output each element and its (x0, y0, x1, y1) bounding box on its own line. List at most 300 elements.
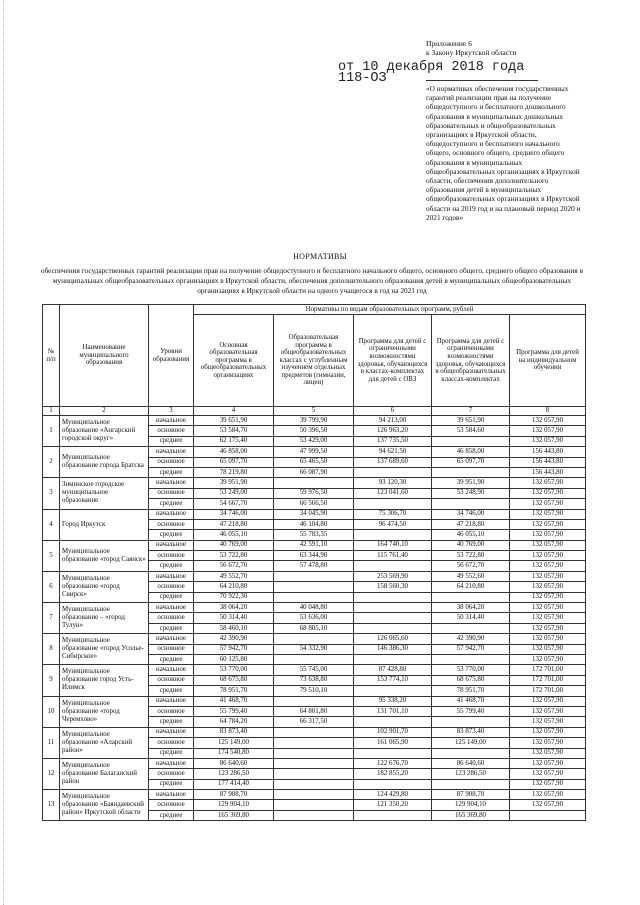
norm-value (354, 748, 432, 758)
norm-value: 64 210,80 (432, 582, 510, 592)
table-row (43, 571, 586, 581)
column-index: 6 (354, 407, 432, 416)
header-program-5: Программа для детей на индивидуальном обучении (510, 315, 586, 407)
municipality-name: Муниципальное образование «Баяндаевский район» Иркутской области (60, 790, 149, 821)
norm-value: 146 386,30 (354, 644, 432, 654)
norm-value (274, 790, 354, 800)
norm-value: 39 799,90 (274, 416, 354, 426)
norm-value: 132 057,90 (510, 478, 586, 488)
header-program-3: Программа для детей с ограниченными возможностями здоровья, обучающихся в классах-комплектах для детей с ОВЗ (354, 315, 432, 407)
norm-value (274, 634, 354, 644)
norm-value: 78 219,80 (194, 467, 274, 477)
norm-value (274, 571, 354, 581)
norm-value: 123 286,50 (432, 769, 510, 779)
row-number: 4 (43, 509, 60, 540)
stamp-number: 118-ОЗ (338, 71, 387, 86)
row-number: 5 (43, 540, 60, 571)
norm-value: 132 057,90 (510, 634, 586, 644)
norm-value (274, 810, 354, 820)
education-level: среднее (149, 561, 194, 571)
education-level: среднее (149, 436, 194, 446)
norm-value: 65 097,70 (194, 457, 274, 467)
norm-value: 132 057,90 (510, 530, 586, 540)
stamp-date: от 10 декабря 2018 года (338, 60, 525, 75)
page-subtitle: обеспечения государственных гарантий реализации прав на получение общедоступного и бесплатного начального общего, основного общего, среднего общего образования в муниципальных общеобразовательных организациях в Иркутской области, обеспечения дополнительного образования детей в муниципальных общеобразовательных организациях в Иркутской области на одного учащегося в год на 2021 год (40, 266, 584, 295)
norm-value: 47 218,80 (194, 519, 274, 529)
norm-value: 132 057,90 (510, 727, 586, 737)
norm-value: 42 390,90 (432, 634, 510, 644)
education-level: начальное (149, 665, 194, 675)
norm-value (354, 686, 432, 696)
norm-value: 132 057,90 (510, 551, 586, 561)
norm-value: 132 057,90 (510, 613, 586, 623)
norm-value: 95 338,20 (354, 696, 432, 706)
norm-value: 34 746,00 (432, 509, 510, 519)
norm-value: 132 057,90 (510, 758, 586, 768)
norm-value: 132 057,90 (510, 706, 586, 716)
norm-value: 124 429,80 (354, 790, 432, 800)
norm-value: 172 701,00 (510, 686, 586, 696)
table-row (43, 540, 586, 550)
norm-value: 132 057,90 (510, 800, 586, 810)
norm-value: 68 675,80 (432, 675, 510, 685)
norm-value (274, 727, 354, 737)
municipality-name: Муниципальное образование «город Свирск» (60, 571, 149, 602)
table-row (43, 416, 586, 426)
norm-value: 64 784,20 (194, 717, 274, 727)
norm-value (274, 748, 354, 758)
row-number: 3 (43, 478, 60, 509)
norm-value: 132 057,90 (510, 603, 586, 613)
norm-value: 132 057,90 (510, 769, 586, 779)
norm-value: 137 689,60 (354, 457, 432, 467)
norm-value: 46 858,00 (432, 447, 510, 457)
row-number: 7 (43, 603, 60, 634)
norm-value: 172 701,00 (510, 675, 586, 685)
scan-edge (3, 0, 4, 905)
norm-value (354, 467, 432, 477)
norm-value: 153 774,10 (354, 675, 432, 685)
norm-value: 73 638,80 (274, 675, 354, 685)
education-level: начальное (149, 447, 194, 457)
education-level: основное (149, 706, 194, 716)
norm-value: 132 057,90 (510, 426, 586, 436)
norm-value: 55 783,35 (274, 530, 354, 540)
column-index: 2 (60, 407, 149, 416)
norm-value: 132 057,90 (510, 499, 586, 509)
norm-value: 132 057,90 (510, 790, 586, 800)
norm-value (274, 696, 354, 706)
norm-value: 132 057,90 (510, 592, 586, 602)
table-row (43, 790, 586, 800)
table-row (43, 758, 586, 768)
education-level: основное (149, 582, 194, 592)
appendix-line: к Закону Иркутской области (426, 48, 517, 57)
education-level: среднее (149, 467, 194, 477)
norm-value: 46 055,10 (194, 530, 274, 540)
norm-value (354, 499, 432, 509)
education-level: основное (149, 800, 194, 810)
norm-value: 49 552,60 (432, 571, 510, 581)
norm-value (354, 561, 432, 571)
norm-value: 58 460,10 (194, 623, 274, 633)
education-level: начальное (149, 571, 194, 581)
norm-value: 53 636,00 (274, 613, 354, 623)
norm-value: 132 057,90 (510, 436, 586, 446)
education-level: начальное (149, 758, 194, 768)
norm-value (274, 758, 354, 768)
norm-value: 55 745,00 (274, 665, 354, 675)
norm-value: 132 057,90 (510, 748, 586, 758)
norm-value: 156 443,80 (510, 447, 586, 457)
row-number: 9 (43, 665, 60, 696)
norm-value: 132 057,90 (510, 717, 586, 727)
norm-value: 182 855,20 (354, 769, 432, 779)
norm-value: 87 908,70 (194, 790, 274, 800)
norm-value: 50 314,40 (194, 613, 274, 623)
norm-value (354, 779, 432, 789)
education-level: основное (149, 769, 194, 779)
education-level: среднее (149, 810, 194, 820)
norm-value: 59 976,50 (274, 488, 354, 498)
norm-value: 129 904,10 (432, 800, 510, 810)
education-level: начальное (149, 790, 194, 800)
education-level: основное (149, 457, 194, 467)
norm-value: 50 396,50 (274, 426, 354, 436)
education-level: среднее (149, 530, 194, 540)
norm-value: 132 057,90 (510, 519, 586, 529)
norm-value: 132 057,90 (510, 644, 586, 654)
norm-value: 54 332,90 (274, 644, 354, 654)
education-level: среднее (149, 686, 194, 696)
table-row (43, 727, 586, 737)
table-row (43, 603, 586, 613)
education-level: основное (149, 644, 194, 654)
norm-value: 46 104,80 (274, 519, 354, 529)
norm-value: 78 951,70 (194, 686, 274, 696)
norm-value: 60 125,80 (194, 654, 274, 664)
norm-value: 132 057,90 (510, 696, 586, 706)
education-level: начальное (149, 509, 194, 519)
header-program-2: Образовательная программа в общеобразовательных классах с углубленным изучением отдельных предметов (гимназии, лицеи) (274, 315, 354, 407)
norm-value: 47 218,80 (432, 519, 510, 529)
education-level: среднее (149, 623, 194, 633)
header-no: № п/п (43, 305, 60, 407)
norm-value: 161 065,90 (354, 738, 432, 748)
norm-value: 40 769,00 (432, 540, 510, 550)
municipality-name: Муниципальное образование «Ангарский городской округ» (60, 416, 149, 447)
norm-value (432, 467, 510, 477)
norm-value: 68 675,80 (194, 675, 274, 685)
education-level: основное (149, 519, 194, 529)
municipality-name: Муниципальное образование «город Усолье-Сибирское» (60, 634, 149, 665)
norm-value: 54 667,70 (194, 499, 274, 509)
norm-value: 125 149,00 (432, 738, 510, 748)
norm-value: 174 540,80 (194, 748, 274, 758)
norm-value: 62 175,40 (194, 436, 274, 446)
education-level: среднее (149, 592, 194, 602)
norm-value: 165 369,80 (432, 810, 510, 820)
norm-value (274, 779, 354, 789)
column-index: 3 (149, 407, 194, 416)
norm-value: 53 770,00 (432, 665, 510, 675)
norm-value: 34 045,90 (274, 509, 354, 519)
norm-value: 79 510,10 (274, 686, 354, 696)
norm-value: 34 746,00 (194, 509, 274, 519)
norm-value: 158 560,30 (354, 582, 432, 592)
norm-value: 132 057,90 (510, 561, 586, 571)
norm-value (354, 530, 432, 540)
norm-value: 64 210,80 (194, 582, 274, 592)
table-row (43, 696, 586, 706)
norm-value: 86 640,60 (194, 758, 274, 768)
norm-value: 39 651,90 (432, 416, 510, 426)
norm-value: 177 414,40 (194, 779, 274, 789)
norm-value: 132 057,90 (510, 509, 586, 519)
education-level: среднее (149, 654, 194, 664)
norm-value (274, 592, 354, 602)
municipality-name: Муниципальное образование «город Черемхово» (60, 696, 149, 727)
municipality-name: Муниципальное образование – «город Тулун» (60, 603, 149, 634)
education-level: начальное (149, 603, 194, 613)
education-level: среднее (149, 499, 194, 509)
norm-value: 132 057,90 (510, 416, 586, 426)
norm-value (432, 654, 510, 664)
municipality-name: Муниципальное образование «город Саянск» (60, 540, 149, 571)
row-number: 12 (43, 758, 60, 789)
row-number: 6 (43, 571, 60, 602)
norm-value: 41 468,70 (432, 696, 510, 706)
norm-value: 66 317,50 (274, 717, 354, 727)
norm-value: 172 701,00 (510, 665, 586, 675)
norm-value: 39 951,90 (194, 478, 274, 488)
education-level: основное (149, 738, 194, 748)
education-level: начальное (149, 478, 194, 488)
norm-value (354, 654, 432, 664)
norm-value: 131 701,10 (354, 706, 432, 716)
norm-value: 164 740,10 (354, 540, 432, 550)
norm-value: 137 735,50 (354, 436, 432, 446)
norm-value: 38 064,20 (194, 603, 274, 613)
norm-value: 125 149,00 (194, 738, 274, 748)
norm-value: 96 474,50 (354, 519, 432, 529)
norm-value: 78 951,70 (432, 686, 510, 696)
table-row (43, 509, 586, 519)
norm-value: 122 676,70 (354, 758, 432, 768)
norm-value: 53 770,00 (194, 665, 274, 675)
norm-value: 39 951,90 (432, 478, 510, 488)
norm-value (354, 717, 432, 727)
norm-value: 50 314,40 (432, 613, 510, 623)
norm-value (354, 810, 432, 820)
norm-value (510, 810, 586, 820)
norm-value (274, 738, 354, 748)
norm-value: 126 065,60 (354, 634, 432, 644)
norm-value: 46 858,00 (194, 447, 274, 457)
header-municipality: Наименование муниципального образования (60, 305, 149, 407)
municipality-name: Муниципальное образование город Усть-Илимск (60, 665, 149, 696)
education-level: основное (149, 488, 194, 498)
norm-value (432, 436, 510, 446)
norm-value: 46 055,10 (432, 530, 510, 540)
norm-value: 132 057,90 (510, 488, 586, 498)
norm-value: 39 651,90 (194, 416, 274, 426)
row-number: 8 (43, 634, 60, 665)
norm-value: 156 443,80 (510, 467, 586, 477)
stamp-underline (426, 80, 538, 81)
norm-value: 53 722,80 (432, 551, 510, 561)
education-level: основное (149, 613, 194, 623)
norm-value: 126 963,20 (354, 426, 432, 436)
norm-value: 41 468,70 (194, 696, 274, 706)
norm-value: 47 999,50 (274, 447, 354, 457)
norm-value (432, 717, 510, 727)
norm-value: 156 443,80 (510, 457, 586, 467)
norm-value (274, 478, 354, 488)
norm-value: 55 799,40 (194, 706, 274, 716)
row-number: 13 (43, 790, 60, 821)
norm-value: 132 057,90 (510, 738, 586, 748)
norm-value (354, 603, 432, 613)
norm-value: 132 057,90 (510, 571, 586, 581)
column-index: 1 (43, 407, 60, 416)
norm-value: 68 805,10 (274, 623, 354, 633)
norm-value (354, 623, 432, 633)
norm-value: 93 120,30 (354, 478, 432, 488)
education-level: основное (149, 675, 194, 685)
norm-value: 42 591,10 (274, 540, 354, 550)
norm-value: 102 901,70 (354, 727, 432, 737)
appendix-line: Приложение 6 (426, 39, 472, 48)
norm-value (274, 582, 354, 592)
norm-value (274, 654, 354, 664)
education-level: начальное (149, 416, 194, 426)
norm-value: 253 569,90 (354, 571, 432, 581)
norm-value: 75 306,70 (354, 509, 432, 519)
norm-value (432, 623, 510, 633)
row-number: 1 (43, 416, 60, 447)
norm-value: 66 566,50 (274, 499, 354, 509)
norm-value: 53 584,60 (432, 426, 510, 436)
education-level: начальное (149, 634, 194, 644)
norm-value (354, 613, 432, 623)
norms-table (42, 304, 586, 821)
norm-value: 83 873,40 (194, 727, 274, 737)
norm-value: 63 344,90 (274, 551, 354, 561)
norm-value (432, 748, 510, 758)
education-level: среднее (149, 779, 194, 789)
norm-value: 132 057,90 (510, 582, 586, 592)
municipality-name: Муниципальное образование Балаганский район (60, 758, 149, 789)
education-level: основное (149, 551, 194, 561)
column-index: 4 (194, 407, 274, 416)
municipality-name: Зиминское городское муниципальное образование (60, 478, 149, 509)
norm-value: 42 390,90 (194, 634, 274, 644)
norm-value: 70 922,30 (194, 592, 274, 602)
norm-value: 132 057,90 (510, 779, 586, 789)
municipality-name: Муниципальное образование «Аларский район» (60, 727, 149, 758)
norm-value: 57 478,80 (274, 561, 354, 571)
norm-value: 94 621,50 (354, 447, 432, 457)
education-level: начальное (149, 727, 194, 737)
norm-value: 65 097,70 (432, 457, 510, 467)
table-row (43, 447, 586, 457)
norm-value: 53 249,00 (194, 488, 274, 498)
norm-value: 64 801,80 (274, 706, 354, 716)
row-number: 10 (43, 696, 60, 727)
norm-value: 38 064,20 (432, 603, 510, 613)
norm-value: 87 908,70 (432, 790, 510, 800)
column-index: 7 (432, 407, 510, 416)
law-title: «О нормативах обеспечения государственных гарантий реализации прав на получение общедоступного и бесплатного дошкольного образования в муниципальных дошкольных образовательных и общеобразовательных организациях в Иркутской области, общедоступного и бесплатного начального общего, основного общего, среднего общего образования в муниципальных общеобразовательных организациях в Иркутской области, обеспечения дополнительного образования детей в муниципальных общеобразовательных организациях в Иркутской области на 2019 год и на плановый период 2020 и 2021 годов» (426, 84, 581, 222)
norm-value (274, 769, 354, 779)
municipality-name: Город Иркутск (60, 509, 149, 540)
education-level: начальное (149, 540, 194, 550)
norm-value: 57 942,70 (432, 644, 510, 654)
column-index: 5 (274, 407, 354, 416)
table-row (43, 634, 586, 644)
norm-value: 87 428,80 (354, 665, 432, 675)
norm-value: 56 672,70 (194, 561, 274, 571)
norm-value: 53 722,80 (194, 551, 274, 561)
municipality-name: Муниципальное образование города Братска (60, 447, 149, 478)
norm-value (432, 499, 510, 509)
norm-value: 123 286,50 (194, 769, 274, 779)
education-level: начальное (149, 696, 194, 706)
norm-value: 132 057,90 (510, 540, 586, 550)
row-number: 11 (43, 727, 60, 758)
norm-value: 123 041,60 (354, 488, 432, 498)
norm-value: 83 873,40 (432, 727, 510, 737)
norm-value (354, 592, 432, 602)
norm-value: 115 761,40 (354, 551, 432, 561)
norm-value: 66 087,90 (274, 467, 354, 477)
norm-value: 132 057,90 (510, 623, 586, 633)
norm-value: 53 248,90 (432, 488, 510, 498)
education-level: основное (149, 426, 194, 436)
norm-value: 94 213,00 (354, 416, 432, 426)
norm-value: 86 640,60 (432, 758, 510, 768)
norm-value (432, 779, 510, 789)
column-index: 8 (510, 407, 586, 416)
header-level: Уровни образования (149, 305, 194, 407)
norm-value: 65 465,50 (274, 457, 354, 467)
norm-value: 40 048,80 (274, 603, 354, 613)
norm-value (274, 800, 354, 810)
education-level: среднее (149, 748, 194, 758)
norm-value: 57 942,70 (194, 644, 274, 654)
norm-value: 49 552,70 (194, 571, 274, 581)
header-program-1: Основная образовательная программа в общеобразовательных организациях (194, 315, 274, 407)
norm-value: 53 584,70 (194, 426, 274, 436)
norm-value: 132 057,90 (510, 654, 586, 664)
row-number: 2 (43, 447, 60, 478)
norm-value: 55 799,40 (432, 706, 510, 716)
education-level: среднее (149, 717, 194, 727)
norm-value: 129 904,10 (194, 800, 274, 810)
norm-value: 121 350,20 (354, 800, 432, 810)
header-program-4: Программа для детей с ограниченными возможностями здоровья, обучающихся в общеобразовательных классах-комплектах (432, 315, 510, 407)
norm-value: 165 369,80 (194, 810, 274, 820)
header-group: Нормативы по видам образовательных программ, рублей (194, 305, 586, 315)
norm-value (432, 592, 510, 602)
norm-value: 56 672,70 (432, 561, 510, 571)
page-title: НОРМАТИВЫ (293, 252, 347, 261)
table-row (43, 665, 586, 675)
norm-value: 40 769,00 (194, 540, 274, 550)
appendix-label (426, 39, 516, 57)
norm-value: 53 429,00 (274, 436, 354, 446)
